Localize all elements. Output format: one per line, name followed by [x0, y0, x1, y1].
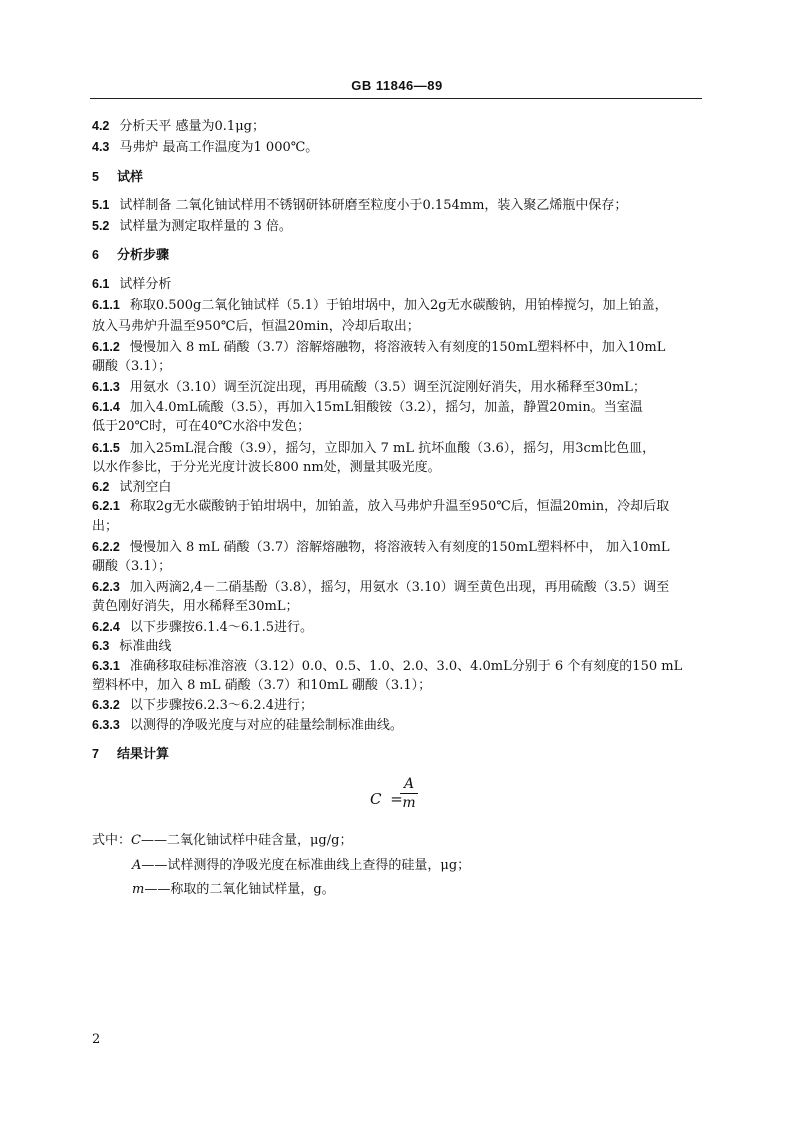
clause-number: 6.3 — [92, 639, 110, 653]
numbered-line — [92, 618, 708, 637]
numbered-line — [92, 138, 708, 157]
clause-number: 6.3.3 — [92, 718, 120, 732]
standard-number-header: GB 11846—89 — [351, 78, 443, 93]
clause-text: 加入两滴2,4－二硝基酚（3.8），摇匀，用氨水（3.10）调至黄色出现，再用硫酸（3.5）调至 — [129, 580, 670, 595]
clause-text: 塑料杯中，加入 8 mL 硝酸（3.7）和10mL 硼酸（3.1）； — [92, 678, 432, 693]
clause-text: 准确移取硅标准溶液（3.12）0.0、0.5、1.0、2.0、3.0、4.0mL分别于 6 个有刻度的150 mL — [129, 659, 683, 674]
numbered-line — [92, 497, 704, 516]
formula-fraction — [400, 776, 418, 811]
clause-number: 7 — [92, 747, 99, 761]
heading-text: 结果计算 — [116, 747, 169, 762]
clause-number: 6.1.3 — [92, 380, 120, 394]
continuation-line — [92, 558, 708, 576]
clause-number: 6.1.5 — [92, 441, 120, 455]
where-line-3 — [132, 881, 335, 899]
clause-number: 5.2 — [92, 219, 110, 233]
clause-number: 6 — [92, 248, 99, 262]
clause-text: 加入25mL混合酸（3.9），摇匀，立即加入 7 mL 抗坏血酸（3.6），摇匀，用3cm比色皿， — [129, 441, 656, 456]
clause-text: 慢慢加入 8 mL 硝酸（3.7）溶解熔融物，将溶液转入有刻度的150mL塑料杯中， 加入10mL — [129, 540, 670, 555]
clause-number: 6.1 — [92, 277, 110, 291]
fraction-bar — [400, 793, 418, 794]
clause-text: 加入4.0mL硫酸（3.5），再加入15mL钼酸铵（3.2），摇匀，加盖，静置20min。当室温 — [129, 400, 643, 415]
clause-text: 马弗炉 最高工作温度为1 000℃。 — [119, 140, 319, 155]
numbered-line — [92, 196, 708, 215]
where-prefix: 式中： — [92, 833, 132, 848]
clause-text: 硼酸（3.1）； — [92, 359, 172, 374]
where-description: ——二氧化铀试样中硅含量，μg/g； — [140, 833, 353, 848]
where-description: ——称取的二氧化铀试样量，g。 — [144, 882, 335, 897]
clause-text: 慢慢加入 8 mL 硝酸（3.7）溶解熔融物，将溶液转入有刻度的150mL塑料杯中，加入10mL — [129, 340, 666, 355]
formula-lhs: C — [370, 790, 382, 808]
numbered-line — [92, 637, 708, 656]
formula-denominator: m — [402, 795, 416, 811]
where-description: ——试样测得的净吸光度在标准曲线上查得的硅量，μg； — [141, 858, 471, 873]
clause-text: 以下步骤按6.2.3～6.2.4进行； — [129, 698, 313, 713]
heading-text: 试样 — [116, 170, 143, 185]
formula-numerator: A — [403, 776, 415, 792]
continuation-line — [92, 358, 708, 376]
clause-text: 试剂空白 — [119, 480, 172, 495]
clause-text: 称取2g无水碳酸钠于铂坩埚中，加铂盖，放入马弗炉升温至950℃后，恒温20min，冷却后取 — [129, 499, 670, 514]
clause-text: 放入马弗炉升温至950℃后，恒温20min，冷却后取出； — [92, 319, 420, 334]
where-symbol: m — [132, 882, 145, 897]
numbered-line — [92, 538, 704, 557]
clause-number: 6.2.2 — [92, 540, 120, 554]
clause-text: 硼酸（3.1）； — [92, 559, 172, 574]
clause-number: 6.3.1 — [92, 659, 120, 673]
clause-number: 4.2 — [92, 119, 110, 133]
clause-number: 6.2.1 — [92, 499, 120, 513]
clause-number: 6.2 — [92, 480, 110, 494]
clause-text: 出； — [92, 519, 119, 534]
clause-text: 称取0.500g二氧化铀试样（5.1）于铂坩埚中，加入2g无水碳酸钠，用铂棒搅匀，加上铂盖， — [129, 298, 668, 313]
heading-text: 分析步骤 — [116, 248, 169, 263]
clause-text: 以测得的净吸光度与对应的硅量绘制标准曲线。 — [129, 718, 403, 733]
numbered-line — [92, 338, 704, 357]
formula-equals: = — [390, 790, 403, 808]
clause-text: 黄色刚好消失，用水稀释至30mL； — [92, 599, 299, 614]
clause-text: 试样制备 二氧化铀试样用不锈钢研钵研磨至粒度小于0.154mm，装入聚乙烯瓶中保存； — [119, 198, 628, 213]
clause-number: 6.1.1 — [92, 298, 120, 312]
numbered-line — [92, 657, 704, 676]
clause-number: 5 — [92, 170, 99, 184]
where-line-1 — [92, 832, 352, 850]
numbered-line — [92, 275, 708, 294]
clause-number: 6.1.4 — [92, 400, 120, 414]
clause-text: 以下步骤按6.1.4～6.1.5进行。 — [129, 620, 313, 635]
clause-number: 5.1 — [92, 198, 110, 212]
section-heading — [92, 246, 708, 265]
numbered-line — [92, 296, 704, 315]
clause-text: 试样量为测定取样量的 3 倍。 — [119, 219, 292, 234]
clause-number: 6.3.2 — [92, 698, 120, 712]
header-rule — [90, 98, 702, 99]
continuation-line — [92, 598, 708, 616]
continuation-line — [92, 518, 708, 536]
numbered-line — [92, 716, 708, 735]
page-number: 2 — [92, 1032, 101, 1047]
numbered-line — [92, 217, 708, 236]
clause-number: 4.3 — [92, 140, 110, 154]
numbered-line — [92, 478, 708, 497]
numbered-line — [92, 378, 708, 397]
clause-text: 低于20℃时，可在40℃水浴中发色； — [92, 419, 311, 434]
clause-number: 6.2.3 — [92, 580, 120, 594]
numbered-line — [92, 398, 704, 417]
section-heading — [92, 745, 708, 764]
continuation-line — [92, 318, 708, 336]
numbered-line — [92, 117, 708, 136]
clause-text: 以水作参比，于分光光度计波长800 nm处，测量其吸光度。 — [92, 460, 441, 475]
continuation-line — [92, 459, 708, 477]
result-formula — [370, 776, 416, 811]
where-symbol: A — [132, 858, 142, 873]
clause-text: 标准曲线 — [119, 639, 172, 654]
clause-text: 试样分析 — [119, 277, 172, 292]
clause-text: 用氨水（3.10）调至沉淀出现，再用硫酸（3.5）调至沉淀刚好消失，用水稀释至30mL； — [129, 380, 646, 395]
clause-text: 分析天平 感量为0.1μg； — [119, 119, 265, 134]
numbered-line — [92, 696, 708, 715]
continuation-line — [92, 418, 708, 436]
clause-number: 6.1.2 — [92, 340, 120, 354]
where-line-2 — [132, 857, 470, 875]
numbered-line — [92, 439, 704, 458]
numbered-line — [92, 578, 704, 597]
continuation-line — [92, 677, 708, 695]
where-symbol: C — [131, 833, 141, 848]
section-heading — [92, 168, 708, 187]
clause-number: 6.2.4 — [92, 620, 120, 634]
